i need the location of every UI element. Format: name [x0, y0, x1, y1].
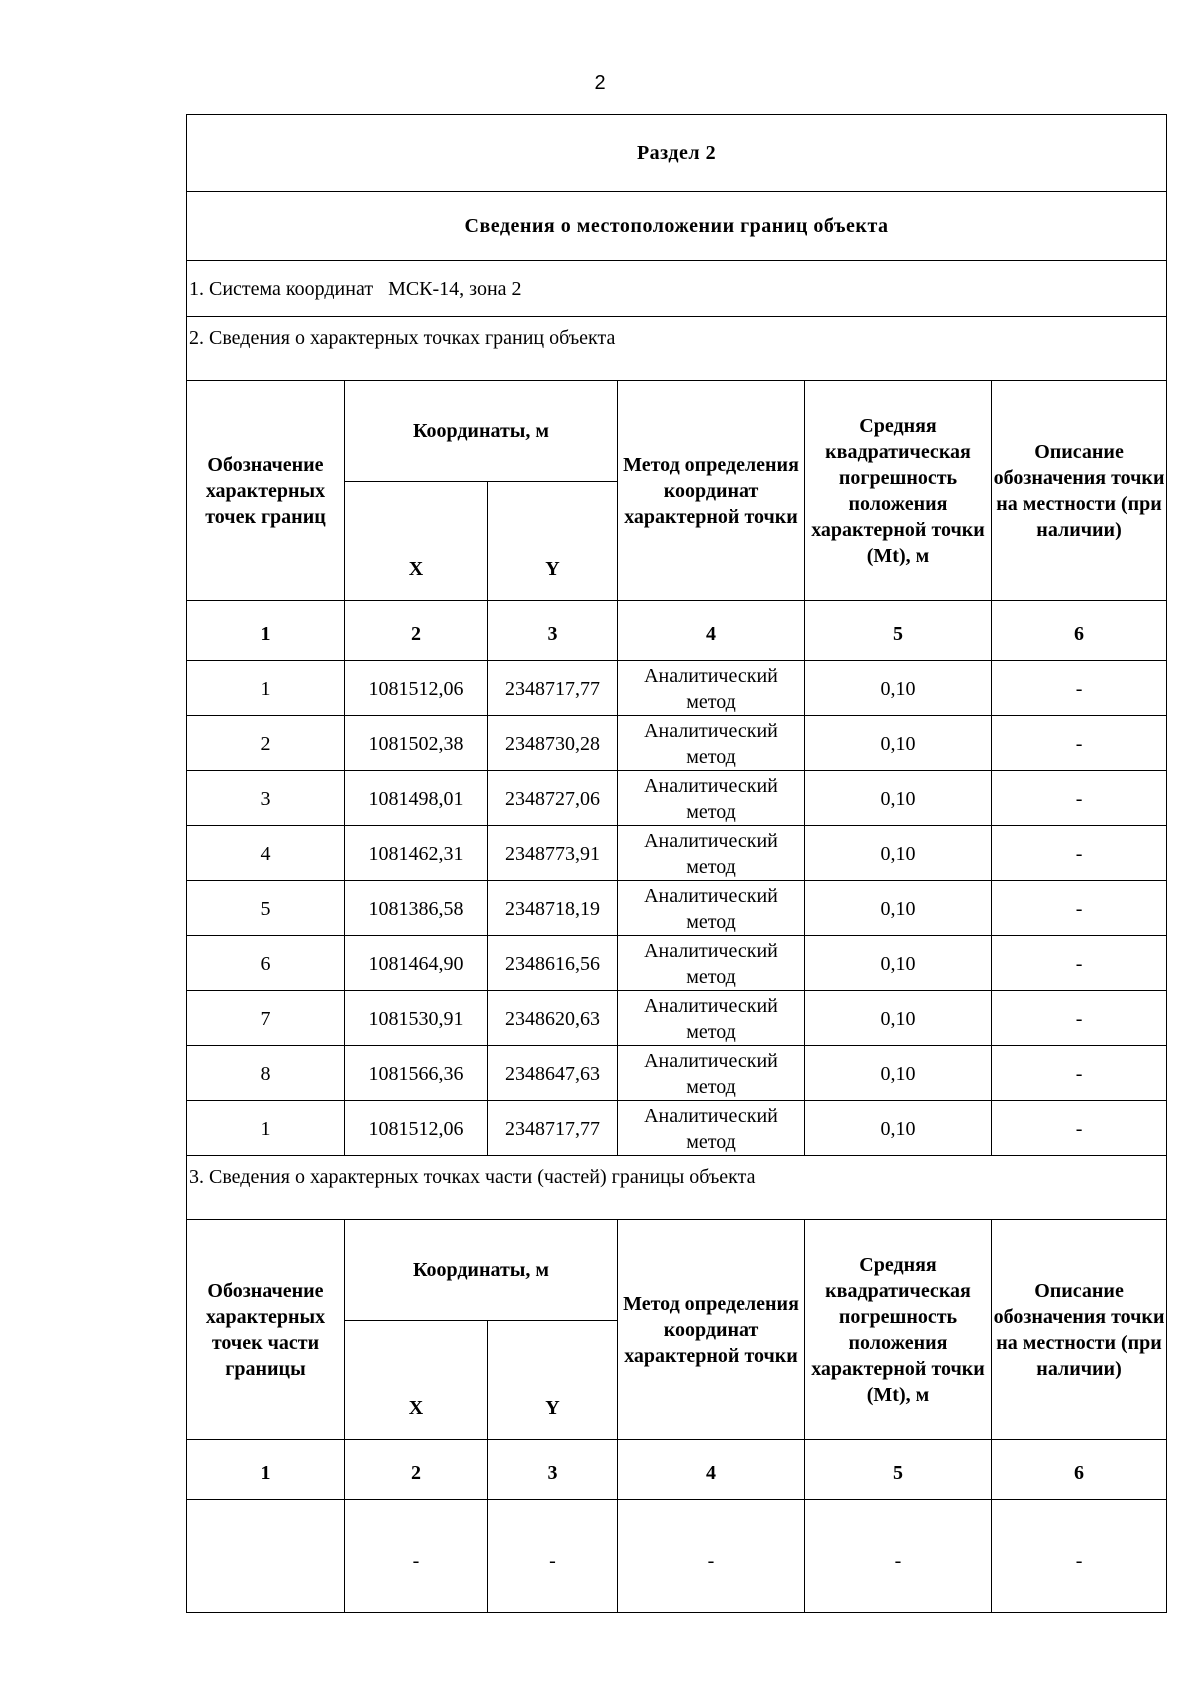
- point-description: -: [992, 771, 1167, 826]
- method: Аналитический метод: [618, 991, 805, 1046]
- column-number: 3: [488, 1440, 618, 1500]
- column-number: 1: [187, 1440, 345, 1500]
- header-coordinates: Координаты, м: [345, 1220, 618, 1321]
- point-description: -: [992, 716, 1167, 771]
- point-designation: [187, 1500, 345, 1613]
- table-row: [187, 826, 1167, 881]
- method: Аналитический метод: [618, 1101, 805, 1156]
- header-coordinates: Координаты, м: [345, 381, 618, 482]
- coordinate-system-value: МСК-14, зона 2: [388, 277, 522, 300]
- accuracy-mt: 0,10: [805, 1046, 992, 1101]
- header-x: X: [345, 1321, 488, 1440]
- column-number: 2: [345, 601, 488, 661]
- header-y: Y: [488, 1321, 618, 1440]
- accuracy-mt: 0,10: [805, 1101, 992, 1156]
- method: Аналитический метод: [618, 771, 805, 826]
- header-method: Метод определения координат характерной точки: [618, 381, 805, 601]
- accuracy-mt: 0,10: [805, 991, 992, 1046]
- coordinate-y: 2348718,19: [488, 881, 618, 936]
- section-heading: Сведения о местоположении границ объекта: [187, 192, 1167, 261]
- column-number: 6: [992, 601, 1167, 661]
- column-number: 1: [187, 601, 345, 661]
- column-number: 2: [345, 1440, 488, 1500]
- coordinate-x: 1081512,06: [345, 661, 488, 716]
- method: Аналитический метод: [618, 936, 805, 991]
- accuracy-mt: 0,10: [805, 881, 992, 936]
- column-number: 5: [805, 601, 992, 661]
- point-designation: 4: [187, 826, 345, 881]
- accuracy-mt: 0,10: [805, 716, 992, 771]
- point-description: -: [992, 881, 1167, 936]
- point-description: -: [992, 826, 1167, 881]
- coordinate-y: -: [488, 1500, 618, 1613]
- point-designation: 8: [187, 1046, 345, 1101]
- table-row: [187, 1101, 1167, 1156]
- coordinate-y: 2348717,77: [488, 1101, 618, 1156]
- method: Аналитический метод: [618, 1046, 805, 1101]
- method: -: [618, 1500, 805, 1613]
- column-numbers-row: [187, 1440, 1167, 1500]
- boundary-table: [186, 114, 1167, 1613]
- table-row: [187, 881, 1167, 936]
- point-description: -: [992, 936, 1167, 991]
- table-row: [187, 661, 1167, 716]
- point-description: -: [992, 1046, 1167, 1101]
- header-designation: Обозначение характерных точек части границы: [187, 1220, 345, 1440]
- accuracy-mt: 0,10: [805, 936, 992, 991]
- accuracy-mt: 0,10: [805, 661, 992, 716]
- method: Аналитический метод: [618, 661, 805, 716]
- column-number: 6: [992, 1440, 1167, 1500]
- method: Аналитический метод: [618, 881, 805, 936]
- coordinate-y: 2348727,06: [488, 771, 618, 826]
- table-row: [187, 1500, 1167, 1613]
- point-designation: 1: [187, 1101, 345, 1156]
- coordinate-y: 2348773,91: [488, 826, 618, 881]
- table-row: [187, 991, 1167, 1046]
- point-description: -: [992, 661, 1167, 716]
- boundary-points-caption: 2. Сведения о характерных точках границ объекта: [187, 317, 1167, 381]
- coordinate-x: 1081530,91: [345, 991, 488, 1046]
- point-description: -: [992, 1500, 1167, 1613]
- method: Аналитический метод: [618, 826, 805, 881]
- coordinate-x: 1081512,06: [345, 1101, 488, 1156]
- header-designation: Обозначение характерных точек границ: [187, 381, 345, 601]
- coordinate-y: 2348647,63: [488, 1046, 618, 1101]
- accuracy-mt: 0,10: [805, 771, 992, 826]
- header-accuracy: Средняя квадратическая погрешность положения характерной точки (Mt), м: [805, 381, 992, 601]
- page-number: 2: [594, 72, 606, 94]
- coordinate-x: 1081386,58: [345, 881, 488, 936]
- point-designation: 3: [187, 771, 345, 826]
- table-row: [187, 1046, 1167, 1101]
- header-accuracy: Средняя квадратическая погрешность положения характерной точки (Mt), м: [805, 1220, 992, 1440]
- part-boundary-points-caption: 3. Сведения о характерных точках части (частей) границы объекта: [187, 1156, 1167, 1220]
- header-description: Описание обозначения точки на местности (при наличии): [992, 381, 1167, 601]
- method: Аналитический метод: [618, 716, 805, 771]
- point-designation: 7: [187, 991, 345, 1046]
- point-designation: 5: [187, 881, 345, 936]
- header-description: Описание обозначения точки на местности (при наличии): [992, 1220, 1167, 1440]
- coordinate-x: 1081462,31: [345, 826, 488, 881]
- column-number: 4: [618, 601, 805, 661]
- column-number: 3: [488, 601, 618, 661]
- coordinate-system-row: [187, 261, 1167, 317]
- table-row: [187, 716, 1167, 771]
- table-row: [187, 771, 1167, 826]
- accuracy-mt: 0,10: [805, 826, 992, 881]
- coordinate-x: 1081502,38: [345, 716, 488, 771]
- coordinate-y: 2348717,77: [488, 661, 618, 716]
- coordinate-x: -: [345, 1500, 488, 1613]
- table-row: [187, 936, 1167, 991]
- accuracy-mt: -: [805, 1500, 992, 1613]
- coordinate-system-label: 1. Система координат: [189, 277, 374, 300]
- coordinate-x: 1081566,36: [345, 1046, 488, 1101]
- coordinate-y: 2348616,56: [488, 936, 618, 991]
- section-title: Раздел 2: [187, 115, 1167, 192]
- point-description: -: [992, 991, 1167, 1046]
- coordinate-y: 2348730,28: [488, 716, 618, 771]
- point-designation: 2: [187, 716, 345, 771]
- coordinate-y: 2348620,63: [488, 991, 618, 1046]
- point-designation: 6: [187, 936, 345, 991]
- header-method: Метод определения координат характерной точки: [618, 1220, 805, 1440]
- column-number: 5: [805, 1440, 992, 1500]
- header-y: Y: [488, 482, 618, 601]
- column-number: 4: [618, 1440, 805, 1500]
- coordinate-x: 1081498,01: [345, 771, 488, 826]
- column-numbers-row: [187, 601, 1167, 661]
- point-designation: 1: [187, 661, 345, 716]
- point-description: -: [992, 1101, 1167, 1156]
- coordinate-x: 1081464,90: [345, 936, 488, 991]
- header-x: X: [345, 482, 488, 601]
